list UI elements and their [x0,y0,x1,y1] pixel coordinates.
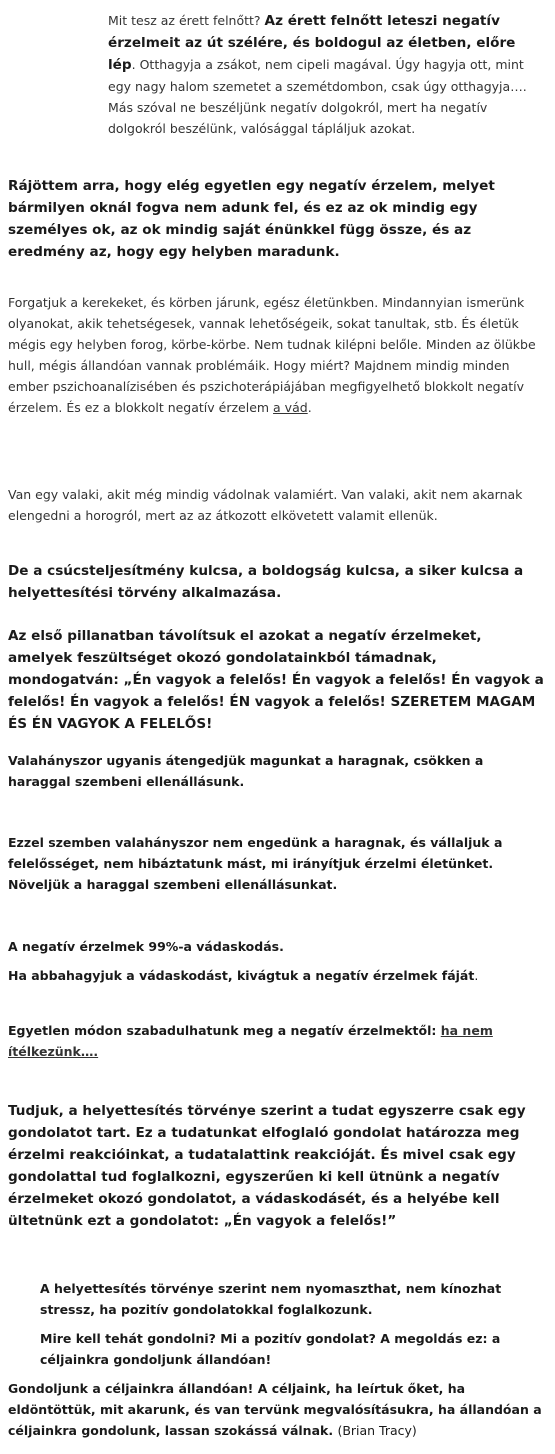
paragraph-percent: A negatív érzelmek 99%-a vádaskodás. [8,939,284,954]
paragraph-goals [8,1378,550,1441]
paragraph-key: De a csúcsteljesítmény kulcsa, a boldogság kulcsa, a siker kulcsa a helyettesítési törvény alkalmazása. [8,563,524,601]
paragraph-goals-question: Mire kell tehát gondolni? Mi a pozitív gondolat? A megoldás ez: a céljainkra gondoljunk állandóan! [40,1331,501,1367]
link-no-judging[interactable]: ha nem ítélkezünk…. [8,1023,493,1059]
question-text: Mit tesz az érett felnőtt? [108,13,261,28]
period: . [474,968,479,983]
period: . [307,400,312,415]
author-credit: (Brian Tracy) [337,1423,417,1438]
paragraph-tree [8,965,550,986]
paragraph-responsibility: Az első pillanatban távolítsuk el azokat a negatív érzelmeket, amelyek feszültséget okozó gondolatainkból támadnak, mondogatván: „Én vagyok a felelős! Én vagyok a felelős! Én vagyok a felelős! Én vagyok a felelős! ÉN vagyok a felelős! SZERETEM MAGAM ÉS ÉN VAGYOK A FELELŐS! [8,628,544,732]
paragraph-someone: Van egy valaki, akit még mindig vádolnak valamiért. Van valaki, akit nem akarnak elengedni a horogról, mert az az átkozott elkövetett valamit ellenük. [8,487,523,523]
paragraph-stress: A helyettesítés törvénye szerint nem nyomaszthat, nem kínozhat stressz, ha pozitív gondolatokkal foglalkozunk. [40,1281,502,1317]
paragraph-substitution-law: Tudjuk, a helyettesítés törvénye szerint a tudat egyszerre csak egy gondolatot tart. Ez a tudatunkat elfoglaló gondolat határozza meg érzelmi reakcióinkat, a tudatalattink reakcióját. És mivel csak egy gondolattal tud foglalkozni, egyszerűen ki kell ütnünk a negatív érzelmeket okozó gondolatot, a vádaskodásét, és a helyébe kell ültetnünk ezt a gondolatot: „Én vagyok a felelős!” [8,1103,526,1229]
paragraph-text: Ha abbahagyjuk a vádaskodást, kivágtuk a negatív érzelmek fáját [8,968,475,983]
paragraph-resistance: Ezzel szemben valahányszor nem engedünk a haragnak, és vállaljuk a felelősséget, nem hibáztatunk mást, mi irányítjuk érzelmi életünket. Növeljük a haraggal szembeni ellenállásunkat. [8,835,503,892]
paragraph-text: Egyetlen módon szabadulhatunk meg a negatív érzelmektől: [8,1023,441,1038]
paragraph-wheels [8,292,550,418]
paragraph-rest: Otthagyja a zsákot, nem cipeli magával. Úgy hagyja ott, mint egy nagy halom szemetet a szemétdombon, csak úgy otthagyja…. Más szóval ne beszéljünk negatív dolgokról, mert ha negatív dolgokról beszélünk, valósággal tápláljuk azokat. [108,57,527,136]
paragraph-anger: Valahányszor ugyanis átengedjük magunkat a haragnak, csökken a haraggal szembeni ellenállásunk. [8,753,484,789]
bold-statement: Az érett felnőtt leteszi negatív érzelmeit az út szélére, és boldogul az életben, előre lép [108,13,516,73]
link-accusation[interactable]: a vád [273,400,308,415]
paragraph-text: Forgatjuk a kerekeket, és körben járunk, egész életünkben. Mindannyian ismerünk olyanokat, akik tehetségesek, vannak lehetőségeik, sokat tanultak, stb. És életük mégis egy helyben forog, körbe-körbe. Nem tudnak kilépni belőle. Minden az ölükbe hull, mégis állandóan vannak problémáik. Hogy miért? Majdnem mindig minden ember pszichoanalízisében és pszichoterápiájában megfigyelhető blokkolt negatív érzelem. És ez a blokkolt negatív érzelem [8,295,536,415]
period: . [131,57,136,72]
paragraph-mature-adult [108,10,545,139]
paragraph-judging [8,1020,550,1062]
paragraph-text: Gondoljunk a céljainkra állandóan! A céljaink, ha leírtuk őket, ha eldöntöttük, mit akarunk, és van tervünk megvalósításukra, ha állandóan a céljainkra gondolunk, lassan szokássá válnak. [8,1381,542,1438]
paragraph-realization: Rájöttem arra, hogy elég egyetlen egy negatív érzelem, melyet bármilyen oknál fogva nem adunk fel, és ez az ok mindig egy személyes ok, az ok mindig saját énünkkel függ össze, és az eredmény az, hogy egy helyben maradunk. [8,178,495,260]
